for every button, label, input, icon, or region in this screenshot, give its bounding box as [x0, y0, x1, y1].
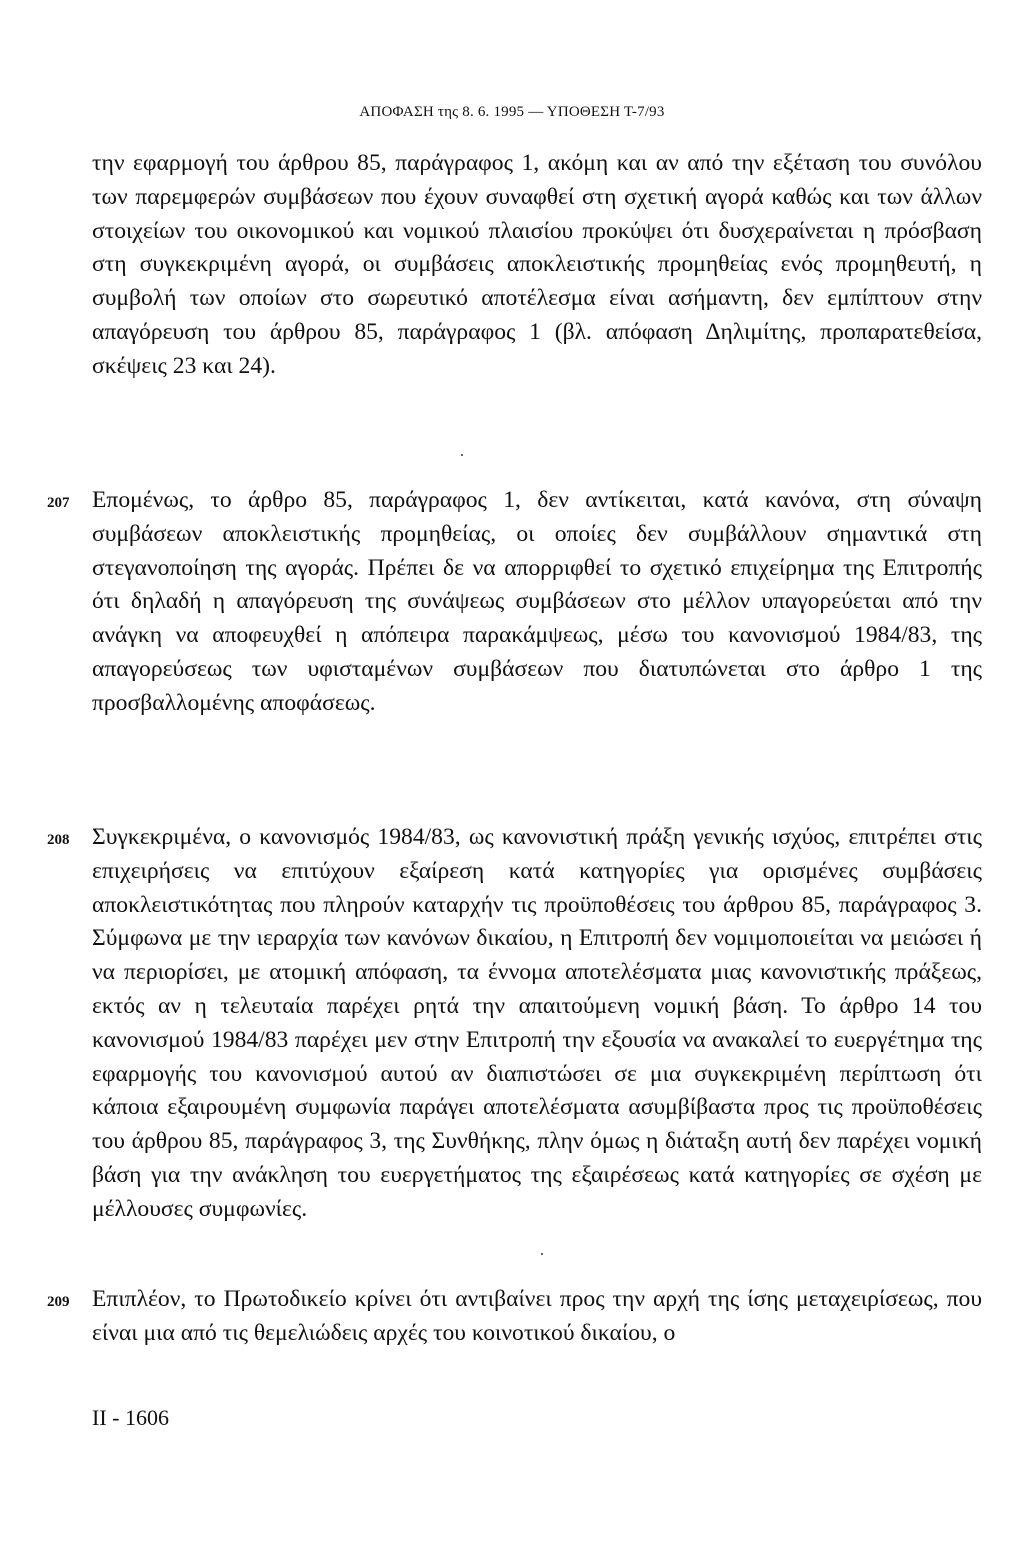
paragraph-number-208: 208 — [47, 832, 70, 848]
page-number: II - 1606 — [92, 1405, 169, 1430]
separator-dot — [461, 454, 463, 456]
paragraph-number-209: 209 — [47, 1294, 70, 1310]
running-header: ΑΠΟΦΑΣΗ της 8. 6. 1995 — ΥΠΟΘΕΣΗ Τ-7/93 — [359, 104, 665, 120]
paragraph-continuation: την εφαρμογή του άρθρου 85, παράγραφος 1, ακόμη και αν από την εξέταση του συνόλου των παρεμφερών συμβάσεων που έχουν συναφθεί στη σχετική αγορά καθώς και των άλλων στοιχείων του οικονομικού και νομικού πλαισίου προκύψει ότι δυσχεραίνεται η πρόσβαση στη συγκεκριμένη αγορά, οι συμβάσεις αποκλειστικής προμηθείας ενός προμηθευτή, η συμβολή των οποίων στο σωρευτικό αποτέλεσμα είναι ασήμαντη, δεν εμπίπτουν στην απαγόρευση του άρθρου 85, παράγραφος 1 (βλ. απόφαση Δηλιμίτης, προπαρατεθείσα, σκέψεις 23 και 24). — [92, 150, 982, 379]
separator-dot — [541, 1253, 543, 1255]
paragraph-207: Επομένως, το άρθρο 85, παράγραφος 1, δεν αντίκειται, κατά κανόνα, στη σύναψη συμβάσεων αποκλειστικής προμηθείας, οι οποίες δεν συμβάλλουν σημαντικά στη στεγανοποίηση της αγοράς. Πρέπει δε να απορριφθεί το σχετικό επιχείρημα της Επιτροπής ότι δηλαδή η απαγόρευση της συνάψεως συμβάσεων στο μέλλον υπαγορεύεται από την ανάγκη να αποφευχθεί η απόπειρα παρακάμψεως, μέσω του κανονισμού 1984/83, της απαγορεύσεως των υφισταμένων συμβάσεων που διατυπώνεται στο άρθρο 1 της προσβαλλομένης αποφάσεως. — [92, 487, 982, 716]
paragraph-number-207: 207 — [47, 495, 70, 511]
paragraph-209: Επιπλέον, το Πρωτοδικείο κρίνει ότι αντιβαίνει προς την αρχή της ίσης μεταχειρίσεως, που είναι μια από τις θεμελιώδεις αρχές του κοινοτικού δικαίου, ο — [92, 1286, 982, 1346]
paragraph-208: Συγκεκριμένα, ο κανονισμός 1984/83, ως κανονιστική πράξη γενικής ισχύος, επιτρέπει στις επιχειρήσεις να επιτύχουν εξαίρεση κατά κατηγορίες για ορισμένες συμβάσεις αποκλειστικότητας που πληρούν καταρχήν τις προϋποθέσεις του άρθρου 85, παράγραφος 3. Σύμφωνα με την ιεραρχία των κανόνων δικαίου, η Επιτροπή δεν νομιμοποιείται να μειώσει ή να περιορίσει, με ατομική απόφαση, τα έννομα αποτελέσματα μιας κανονιστικής πράξεως, εκτός αν η τελευταία παρέχει ρητά την απαιτούμενη νομική βάση. Το άρθρο 14 του κανονισμού 1984/83 παρέχει μεν στην Επιτροπή την εξουσία να ανακαλεί το ευεργέτημα της εφαρμογής του κανονισμού αυτού αν διαπιστώσει σε μια συγκεκριμένη περίπτωση ότι κάποια εξαιρουμένη συμφωνία παράγει αποτελέσματα ασυμβίβαστα προς τις προϋποθέσεις του άρθρου 85, παράγραφος 3, της Συνθήκης, πλην όμως η διάταξη αυτή δεν παρέχει νομική βάση για την ανάκληση του ευεργετήματος της εξαιρέσεως κατά κατηγορίες σε σχέση με μέλλουσες συμφωνίες. — [92, 824, 982, 1222]
